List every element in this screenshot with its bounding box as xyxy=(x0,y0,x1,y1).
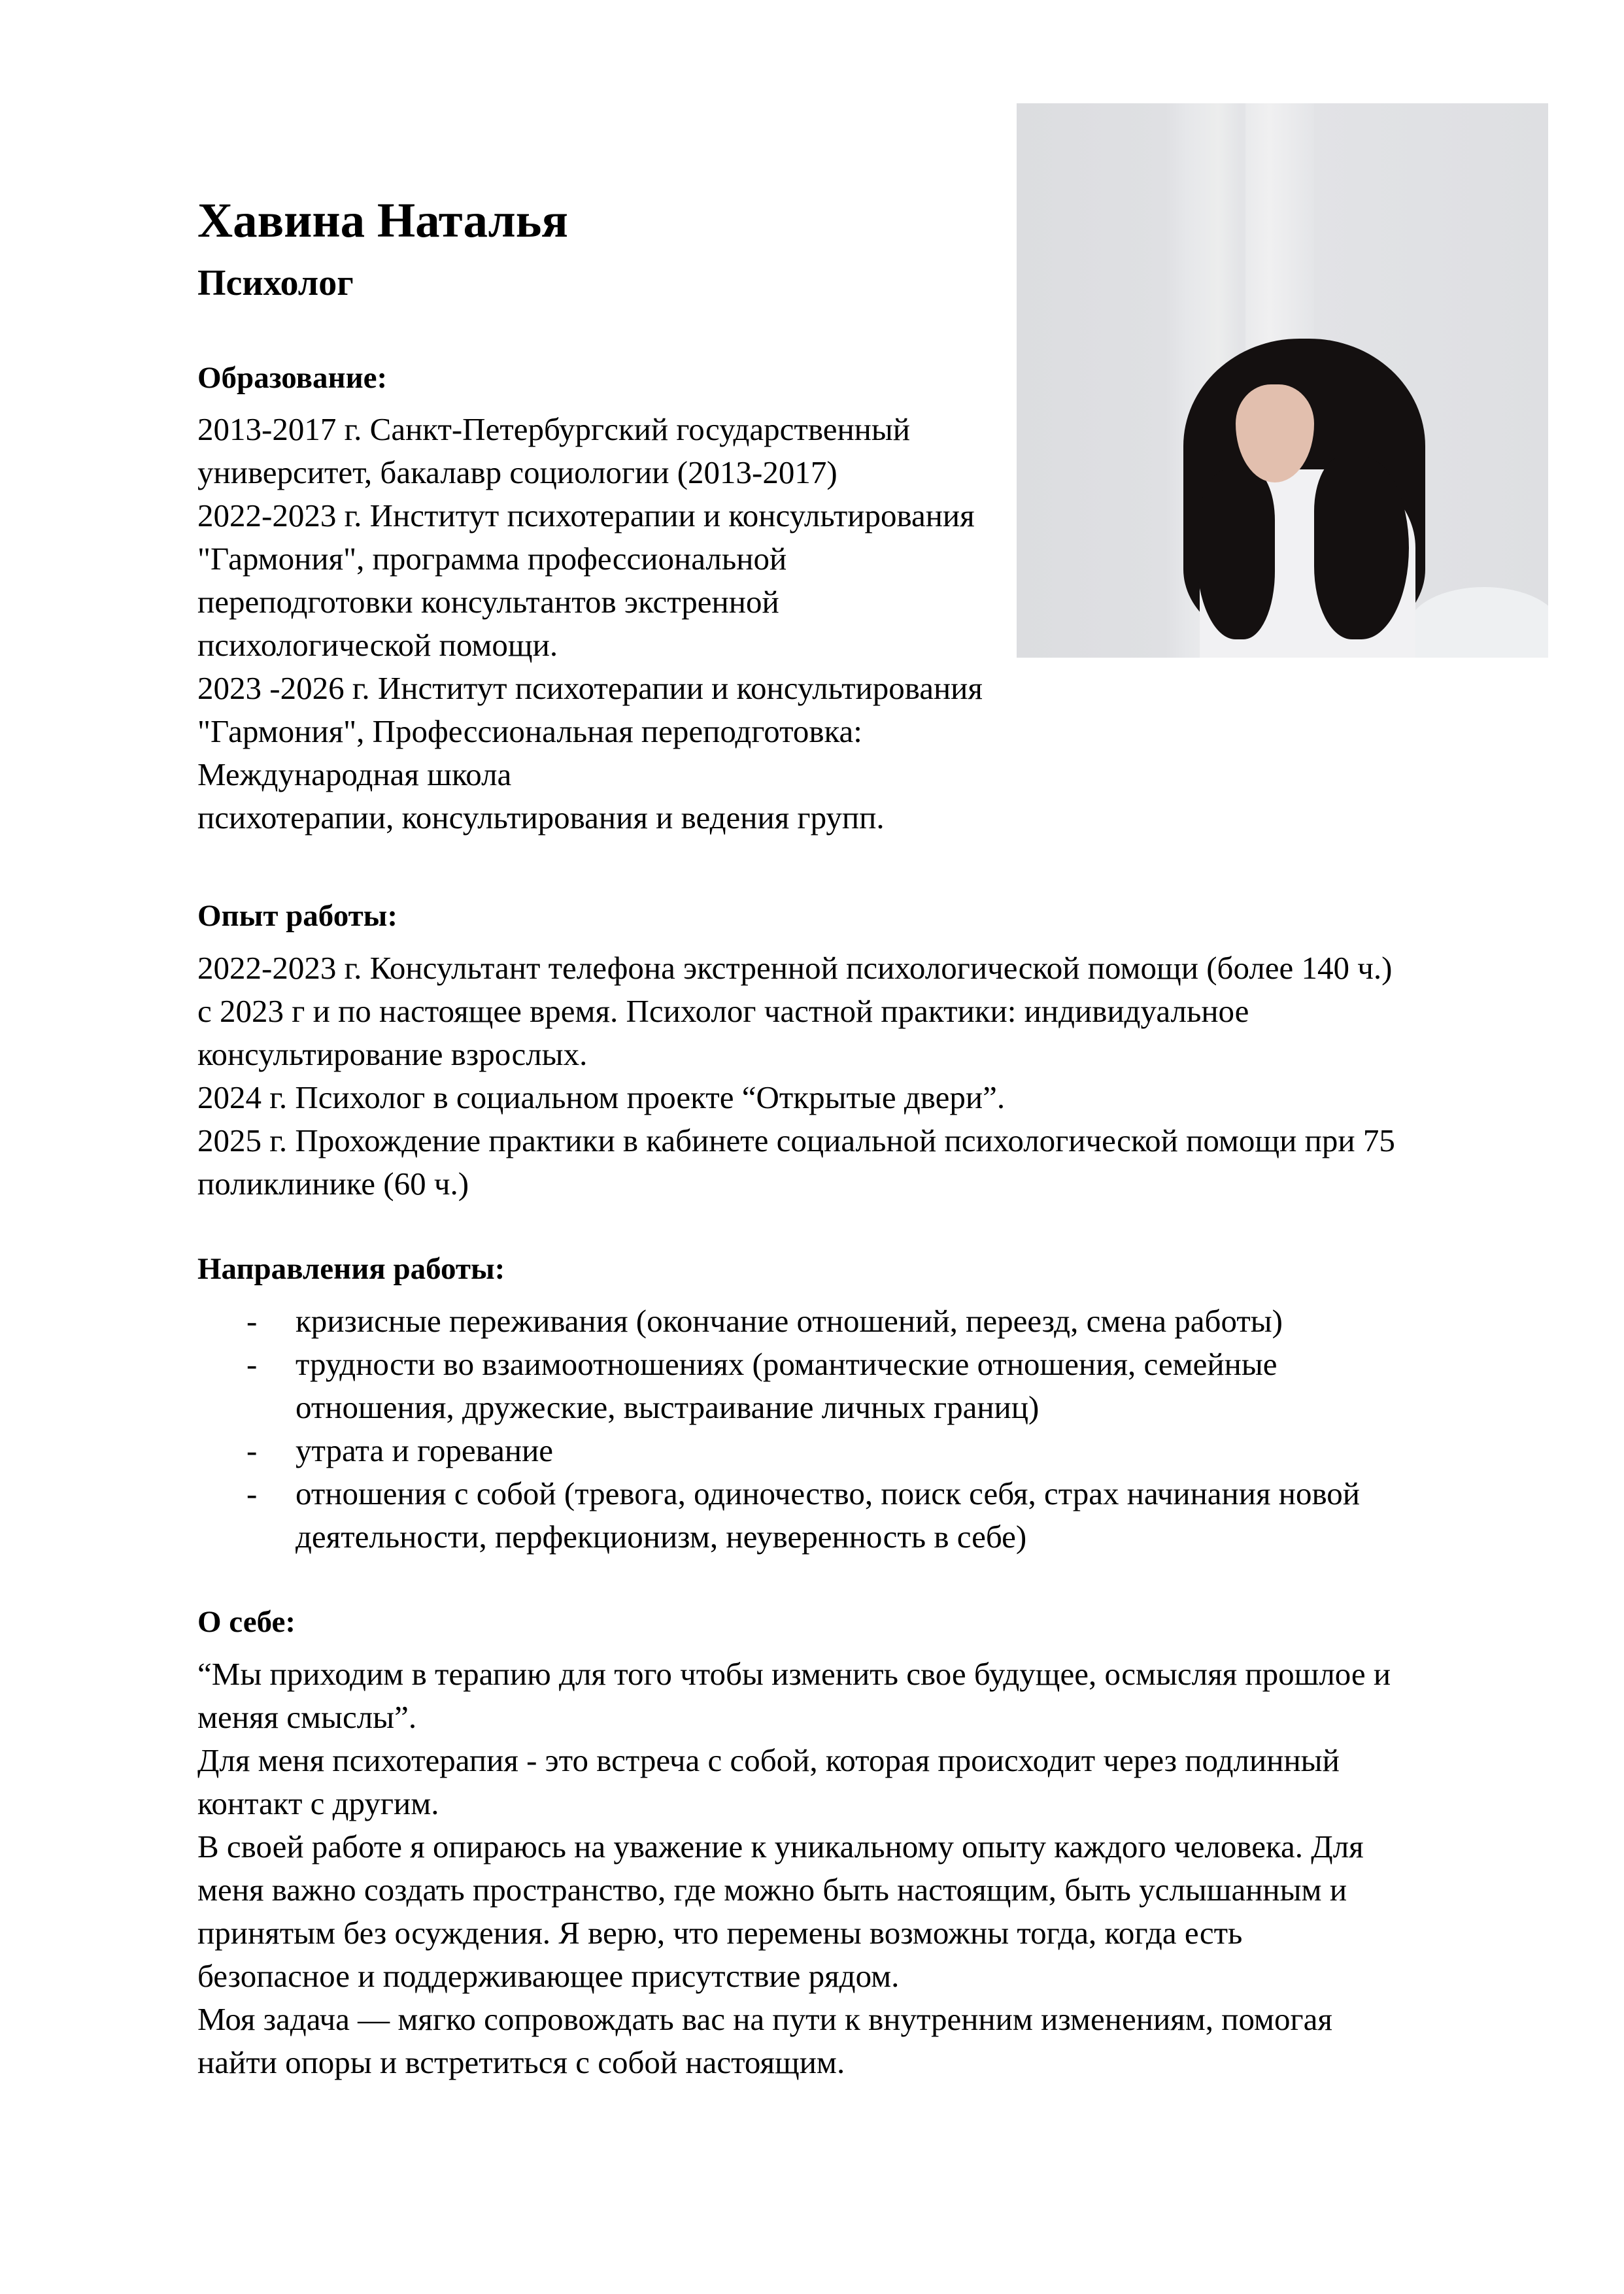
education-line: университет, бакалавр социологии (2013-2017) xyxy=(197,454,837,490)
list-item-text: деятельности, перфекционизм, неуверенность в себе) xyxy=(296,1519,1027,1555)
education-line: 2022-2023 г. Институт психотерапии и консультирования xyxy=(197,498,975,533)
about-line: меняя смыслы”. xyxy=(197,1699,417,1735)
list-item xyxy=(197,1343,1360,1429)
experience-line: поликлинике (60 ч.) xyxy=(197,1166,469,1202)
job-title: Психолог xyxy=(197,263,354,303)
education-line: Международная школа xyxy=(197,756,512,792)
dash-bullet-icon: - xyxy=(246,1476,258,1511)
education-line: "Гармония", Профессиональная переподготовка: xyxy=(197,713,862,749)
about-line: принятым без осуждения. Я верю, что перемены возможны тогда, когда есть xyxy=(197,1915,1243,1951)
list-item xyxy=(197,1472,1360,1559)
experience-line: с 2023 г и по настоящее время. Психолог частной практики: индивидуальное xyxy=(197,993,1249,1029)
list-item-text: отношения с собой (тревога, одиночество, поиск себя, страх начинания новой xyxy=(296,1476,1361,1511)
about-line: контакт с другим. xyxy=(197,1785,439,1821)
about-text xyxy=(197,1653,1391,2084)
education-line: 2013-2017 г. Санкт-Петербургский государственный xyxy=(197,411,911,447)
experience-line: консультирование взрослых. xyxy=(197,1036,588,1072)
about-line: Моя задача — мягко сопровождать вас на пути к внутренним изменениям, помогая xyxy=(197,2001,1332,2037)
about-line: В своей работе я опираюсь на уважение к уникальному опыту каждого человека. Для xyxy=(197,1829,1364,1864)
directions-heading: Направления работы: xyxy=(197,1252,505,1286)
dash-bullet-icon: - xyxy=(246,1432,258,1468)
list-item-text: отношения, дружеские, выстраивание личных границ) xyxy=(296,1389,1040,1425)
about-line: найти опоры и встретиться с собой настоящим. xyxy=(197,2044,845,2080)
about-line: безопасное и поддерживающее присутствие рядом. xyxy=(197,1958,900,1994)
dash-bullet-icon: - xyxy=(246,1346,258,1382)
experience-heading: Опыт работы: xyxy=(197,899,398,933)
about-line: “Мы приходим в терапию для того чтобы изменить свое будущее, осмысляя прошлое и xyxy=(197,1656,1391,1692)
list-item-text: утрата и горевание xyxy=(296,1432,554,1468)
person-name: Хавина Наталья xyxy=(197,194,568,248)
about-line: Для меня психотерапия - это встреча с собой, которая происходит через подлинный xyxy=(197,1742,1340,1778)
about-heading: О себе: xyxy=(197,1605,296,1639)
dash-bullet-icon: - xyxy=(246,1303,258,1339)
education-line: "Гармония", программа профессиональной xyxy=(197,541,787,577)
education-line: переподготовки консультантов экстренной xyxy=(197,584,779,620)
photo-pillow xyxy=(1409,587,1548,658)
about-line: меня важно создать пространство, где можно быть настоящим, быть услышанным и xyxy=(197,1872,1347,1908)
education-line: 2023 -2026 г. Институт психотерапии и консультирования xyxy=(197,670,983,706)
education-text xyxy=(197,408,983,839)
directions-list xyxy=(197,1300,1360,1559)
list-item xyxy=(197,1429,1360,1472)
education-line: психотерапии, консультирования и ведения групп. xyxy=(197,800,885,835)
education-line: психологической помощи. xyxy=(197,627,558,663)
education-heading: Образование: xyxy=(197,361,388,395)
experience-line: 2022-2023 г. Консультант телефона экстренной психологической помощи (более 140 ч.) xyxy=(197,950,1393,986)
experience-text xyxy=(197,947,1395,1206)
photo-hair-right xyxy=(1314,456,1409,639)
list-item xyxy=(197,1300,1360,1343)
list-item-text: кризисные переживания (окончание отношений, переезд, смена работы) xyxy=(296,1303,1283,1339)
experience-line: 2025 г. Прохождение практики в кабинете социальной психологической помощи при 75 xyxy=(197,1122,1395,1158)
photo-background-pillar xyxy=(1245,103,1314,352)
experience-line: 2024 г. Психолог в социальном проекте “Открытые двери”. xyxy=(197,1079,1006,1115)
profile-photo xyxy=(1017,103,1548,658)
list-item-text: трудности во взаимоотношениях (романтические отношения, семейные xyxy=(296,1346,1277,1382)
photo-hair-left xyxy=(1196,469,1275,639)
